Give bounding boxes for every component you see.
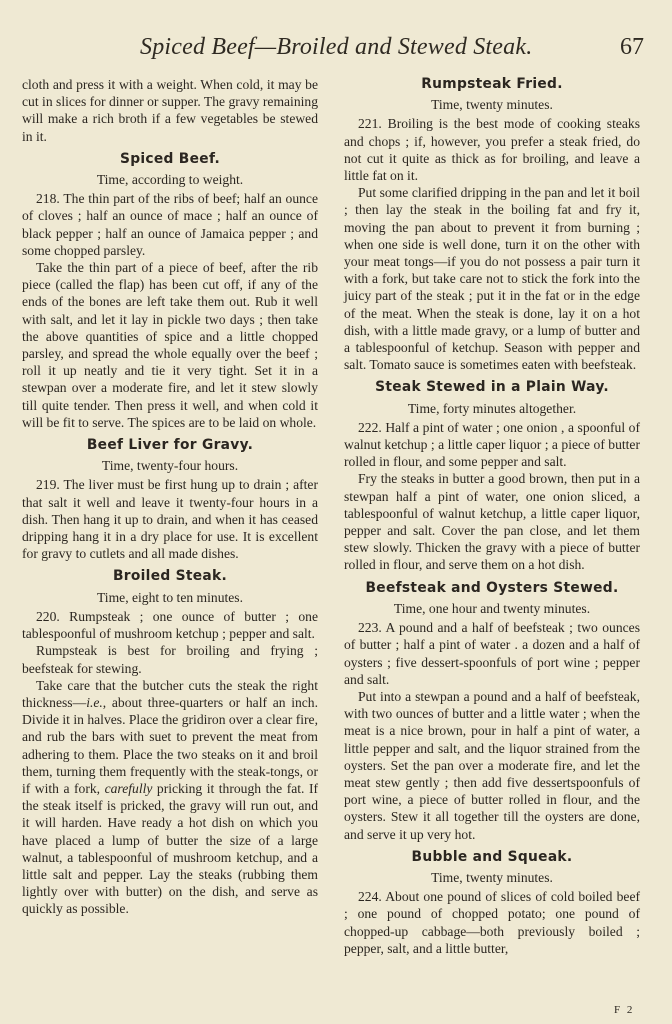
- recipe-time: Time, one hour and twenty minutes.: [393, 600, 591, 616]
- page-number: 67: [620, 34, 644, 60]
- recipe-paragraph: 222. Half a pint of water ; one onion , a spoonful of walnut ketchup ; a little caper liquor ; a piece of butter rolled in flour, and some pepper and salt.: [344, 419, 640, 470]
- italic-text: i.e.: [86, 694, 103, 710]
- recipe-heading-broiled-steak: Broiled Steak.: [112, 568, 228, 585]
- recipe-heading-beef-liver: Beef Liver for Gravy.: [86, 437, 254, 454]
- running-head: [0, 26, 672, 66]
- recipe-paragraph: Rumpsteak is best for broiling and frying ; beefsteak for stewing.: [22, 643, 318, 676]
- text-run: , about three-quarters or half an inch. Divide it in halves. Place the gridiron over a clear fire, and rub the bars with suet to prevent the meat from adhering to them. Place the two steaks on it and broil them, turning them frequently with the steak-tongs, or if with a fork,: [22, 694, 318, 796]
- recipe-paragraph: 221. Broiling is the best mode of cooking steaks and chops ; if, however, you prefer a steak fried, do not cut it quite as thick as for broiling, and leave a little fat on it.: [344, 116, 640, 184]
- signature-mark: F 2: [614, 1004, 635, 1016]
- recipe-paragraph: Put some clarified dripping in the pan and let it boil ; then lay the steak in the boiling fat and fry it, moving the pan about to prevent it from burning ; when one side is well done, turn it on the other with your meat tongs—if you do not possess a pair turn it with a fork, but take care not to stick the fork into the juicy part of the steak ; put it in the fat or in the edge of the meat. When the steak is done, lay it on a hot dish, with a little made gravy, or a lump of butter and a tablespoonful of ketchup. Season with pepper and salt. Tomato sauce is sometimes eaten with beefsteak.: [344, 185, 640, 373]
- recipe-heading-spiced-beef: Spiced Beef.: [119, 150, 221, 167]
- recipe-time: Time, twenty-four hours.: [101, 458, 239, 474]
- recipe-paragraph: Take the thin part of a piece of beef, after the rib piece (called the flap) has been cut off, if any of the ends of the bones are left take them out. Rub it well with salt, and let it lay in pickle two days ; then take the above quantities of spice and a little chopped parsley, and spread the whole equally over the beef ; roll it up neatly and tie it very tight. Set it in a stewpan over a moderate fire, and let it stew slowly till quite tender. Then press it well, and when cold it will be fit to serve. The spices are to be laid on whole.: [22, 260, 318, 430]
- recipe-time: Time, twenty minutes.: [431, 869, 553, 885]
- continued-paragraph: cloth and press it with a weight. When cold, it may be cut in slices for dinner or supper. The gravy remaining will make a rich broth if a few vegetables be stewed in it.: [22, 77, 318, 144]
- text-run: pricking it through the fat. If the steak itself is pricked, the gravy will run out, and it will harden. Have ready a hot dish on which you have placed a lump of butter the size of a large walnut, a tablespoonful of mushroom ketchup, and a little salt and pepper. Lay the steaks (rubbing them lightly over with butter) on the dish, and serve as quickly as possible.: [22, 780, 318, 917]
- right-column: [344, 76, 640, 957]
- recipe-paragraph: 218. The thin part of the ribs of beef; half an ounce of cloves ; half an ounce of mace ; half an ounce of black pepper ; half an ounce of Jamaica pepper ; and some chopped parsley.: [22, 191, 318, 258]
- recipe-heading-bubble-squeak: Bubble and Squeak.: [411, 848, 573, 865]
- recipe-paragraph: [22, 677, 318, 918]
- recipe-heading-beefsteak-oysters: Beefsteak and Oysters Stewed.: [365, 579, 619, 596]
- recipe-paragraph: 224. About one pound of slices of cold boiled beef ; one pound of chopped potato; one pound of chopped-up cabbage—both previously boiled ; pepper, salt, and a little butter,: [344, 889, 640, 956]
- recipe-paragraph: Put into a stewpan a pound and a half of beefsteak, with two ounces of butter and a little water ; when the meat is a nice brown, pour in half a pint of water, a little pepper and salt, and the liquor strained from the oysters. Set the pan over a moderate fire, and let the meat stew gently ; then add five dessertspoonfuls of port wine, a piece of butter rolled in flour, and the oysters. Stew it all together till the oysters are done, and serve it up very hot.: [344, 688, 640, 842]
- recipe-time: Time, twenty minutes.: [431, 97, 553, 113]
- italic-text: carefully: [104, 780, 153, 796]
- recipe-heading-steak-stewed: Steak Stewed in a Plain Way.: [375, 379, 609, 396]
- recipe-paragraph: 220. Rumpsteak ; one ounce of butter ; one tablespoonful of mushroom ketchup ; pepper and salt.: [22, 608, 318, 642]
- recipe-paragraph: 219. The liver must be first hung up to drain ; after that salt it well and leave it twenty-four hours in a dish. Then hang it up to drain, and when it has ceased dripping hang it in a dry place for use. It is excellent for gravy to cutlets and all made dishes.: [22, 477, 318, 562]
- recipe-time: Time, according to weight.: [96, 172, 244, 188]
- text-run: Take care that the butcher cuts the steak the right thickness—: [22, 677, 318, 710]
- recipe-time: Time, forty minutes altogether.: [407, 400, 577, 416]
- recipe-time: Time, eight to ten minutes.: [96, 589, 243, 605]
- left-column: [22, 76, 318, 918]
- running-head-title: Spiced Beef—Broiled and Stewed Steak.: [140, 34, 533, 60]
- recipe-heading-rumpsteak-fried: Rumpsteak Fried.: [421, 76, 563, 92]
- recipe-paragraph: 223. A pound and a half of beefsteak ; two ounces of butter ; half a pint of water . a dozen and a half of oysters ; five dessert-spoonfuls of port wine ; pepper and salt.: [344, 620, 640, 687]
- recipe-paragraph: Fry the steaks in butter a good brown, then put in a stewpan half a pint of water, one onion sliced, a tablespoonful of walnut ketchup, a little caper liquor, pepper and salt. Cover the pan close, and let them stew slowly. Thicken the gravy with a piece of butter rolled in flour, and serve them on a hot dish.: [344, 471, 640, 573]
